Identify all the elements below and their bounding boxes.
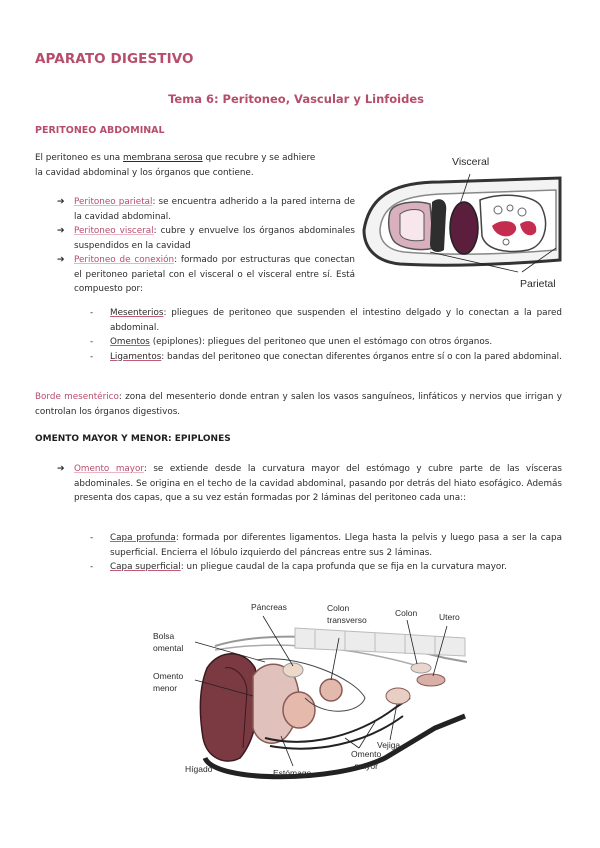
omentum-diagram: [145, 598, 475, 788]
label-bolsa-omental: [153, 630, 183, 654]
borde-mesenterico-paragraph: [35, 390, 562, 419]
text-omento-mayor: : se extiende desde la curvatura mayor del estómago y cubre parte de las vísceras abdominales. Se origina en el techo de la cavidad abdominal, pasando por detrás del hiato esofágico. Además presenta dos capas, que a su vez están formadas por 2 láminas del peritoneo cada una::: [74, 464, 562, 503]
term-omento-mayor: Omento mayor: [74, 464, 144, 474]
dash-bullet: -: [90, 337, 94, 347]
label-colon: Colon: [395, 608, 418, 618]
label-omento-mayor-line1: Omento: [351, 749, 382, 759]
label-colon-transverso-line1: Colon: [327, 603, 350, 613]
text-mesenterios: : pliegues de peritoneo que suspenden el intestino delgado y lo conectan a la pared abdominal.: [110, 308, 562, 333]
intro-text: El peritoneo es una: [35, 153, 123, 163]
text-capa-profunda: : formada por diferentes ligamentos. Llega hasta la pelvis y luego pasa a ser la capa superficial. Encierra el lóbulo izquierdo del páncreas entre sus 2 láminas.: [110, 533, 563, 558]
document-title: APARATO DIGESTIVO: [35, 51, 194, 67]
peritoneo-bullet-list: [57, 195, 355, 297]
label-omento-menor: [153, 670, 183, 694]
label-omento-mayor: [351, 748, 381, 772]
label-colon-transverso-line2: transverso: [327, 615, 367, 625]
text-visceral: : cubre y envuelve los órganos abdominales suspendidos en la cavidad: [74, 226, 355, 251]
label-visceral: Visceral: [452, 156, 490, 168]
vejiga-shape: [386, 688, 410, 704]
arrow-icon: ➔: [57, 226, 65, 236]
organ-left-inner: [400, 210, 424, 241]
arrow-icon: ➔: [57, 464, 65, 474]
section-heading-peritoneo: PERITONEO ABDOMINAL: [35, 125, 165, 136]
bullet-omento-mayor: [57, 462, 562, 506]
label-colon-transverso: [327, 602, 367, 626]
text-conexion: : formado por estructuras que conectan el peritoneo parietal con el visceral o el visceral entre sí. Está compuesto por:: [74, 255, 355, 294]
arrow-icon: ➔: [57, 197, 65, 207]
bullet-parietal: [57, 195, 355, 224]
label-bolsa-line2: omental: [153, 643, 184, 653]
peritoneum-diagram: [360, 152, 575, 292]
colon-transverso-shape: [320, 679, 342, 701]
term-omentos: Omentos: [110, 337, 150, 347]
liver-shape: [200, 654, 258, 761]
text-borde-mesenterico: : zona del mesenterio donde entran y salen los vasos sanguíneos, linfáticos y nervios que irrigan y controlan los órganos digestivos.: [35, 392, 562, 417]
subitem-omentos: [90, 335, 562, 350]
label-omento-mayor-line2: mayor: [354, 761, 378, 771]
subitem-mesenterios: [90, 306, 562, 335]
term-parietal: Peritoneo parietal: [74, 197, 153, 207]
label-omento-menor-line2: menor: [153, 683, 178, 693]
subitem-capa-superficial: [90, 560, 562, 575]
term-capa-superficial: Capa superficial: [110, 562, 181, 572]
stomach-body: [283, 692, 315, 728]
label-higado: Hígado: [185, 764, 213, 774]
membrana-serosa-link: membrana serosa: [122, 153, 203, 163]
section-heading-omento: OMENTO MAYOR Y MENOR: EPIPLONES: [35, 434, 231, 444]
term-mesenterios: Mesenterios: [110, 308, 164, 318]
omentum-figure: [145, 598, 475, 788]
topic-subtitle: Tema 6: Peritoneo, Vascular y Linfoides: [168, 92, 424, 106]
label-bolsa-line1: Bolsa: [153, 631, 175, 641]
label-estomago: Estómago: [273, 768, 312, 778]
omento-mayor-bullet: [57, 462, 562, 506]
text-parietal: : se encuentra adherido a la pared interna de la cavidad abdominal.: [74, 197, 355, 222]
subitem-ligamentos: [90, 350, 562, 365]
term-visceral: Peritoneo visceral: [74, 226, 154, 236]
intro-paragraph: [35, 151, 365, 180]
organ-purple: [450, 202, 478, 254]
term-capa-profunda: Capa profunda: [110, 533, 176, 543]
bullet-visceral: [57, 224, 355, 253]
text-capa-superficial: : un pliegue caudal de la capa profunda que se fija en la curvatura mayor.: [180, 562, 507, 572]
intro-text-2: que recubre y se adhiere: [202, 153, 316, 163]
arrow-icon: ➔: [57, 255, 65, 265]
utero-shape: [417, 674, 445, 686]
text-omentos: (epiplones): pliegues del peritoneo que unen el estómago con otros órganos.: [149, 337, 493, 347]
term-ligamentos: Ligamentos: [110, 351, 162, 362]
text-ligamentos: : bandas del peritoneo que conectan diferentes órganos entre sí o con la pared abdominal.: [161, 351, 562, 362]
capas-subitems: [90, 531, 562, 575]
dash-bullet: -: [90, 533, 94, 543]
dash-bullet: -: [90, 308, 94, 318]
label-vejiga: Vejiga: [377, 740, 401, 750]
conexion-subitems: [90, 306, 562, 364]
dash-bullet: -: [90, 351, 94, 362]
label-parietal: Parietal: [520, 278, 556, 290]
peritoneum-figure: [360, 152, 575, 292]
label-utero: Utero: [439, 612, 460, 622]
term-conexion: Peritoneo de conexión: [74, 255, 175, 265]
intro-line-2: la cavidad abdominal y los órganos que contiene.: [35, 167, 254, 178]
term-borde-mesenterico: Borde mesentérico: [35, 392, 119, 402]
organ-dark-left: [430, 199, 446, 252]
colon-shape: [411, 663, 431, 673]
label-omento-menor-line1: Omento: [153, 671, 184, 681]
subitem-capa-profunda: [90, 531, 562, 560]
bullet-conexion: [57, 253, 355, 297]
dash-bullet: -: [90, 562, 94, 572]
label-pancreas: Páncreas: [251, 602, 287, 612]
pancreas-shape: [283, 663, 303, 677]
